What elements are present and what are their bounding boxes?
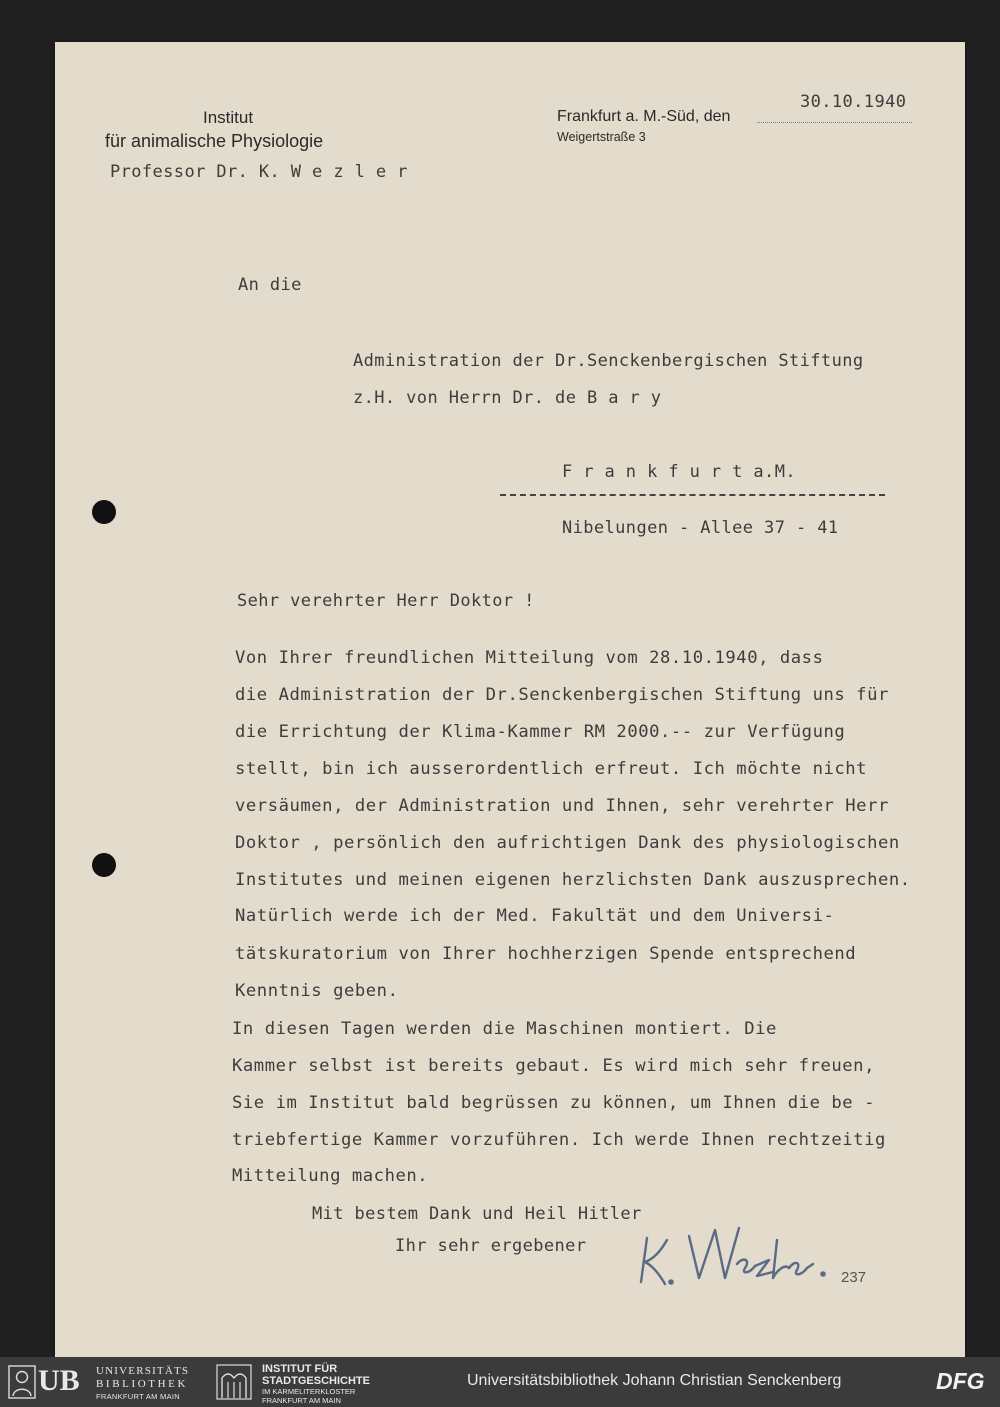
- city-underline: [500, 494, 885, 496]
- punch-hole-top: [92, 500, 116, 524]
- place-label: Frankfurt a. M.-Süd, den: [557, 108, 731, 125]
- ub-line2: BIBLIOTHEK: [96, 1378, 188, 1390]
- ub-logo: UB: [38, 1364, 80, 1397]
- isg-line3: IM KARMELITERKLOSTER: [262, 1387, 356, 1396]
- body-line: Natürlich werde ich der Med. Fakultät und dem Universi-: [235, 906, 835, 926]
- page-number: 237: [841, 1269, 867, 1286]
- institute-street: Weigertstraße 3: [557, 130, 646, 144]
- body-line: Sie im Institut bald begrüssen zu können, um Ihnen die be -: [232, 1093, 875, 1113]
- closing-greeting: Mit bestem Dank und Heil Hitler: [312, 1204, 642, 1224]
- letter-page: [55, 42, 965, 1357]
- isg-line2: STADTGESCHICHTE: [262, 1375, 370, 1387]
- institute-department: für animalische Physiologie: [105, 131, 324, 151]
- footer-bar: [0, 1357, 1000, 1407]
- body-line: Mitteilung machen.: [232, 1166, 429, 1186]
- body-line: die Errichtung der Klima-Kammer RM 2000.-- zur Verfügung: [235, 722, 846, 742]
- salutation: Sehr verehrter Herr Doktor !: [237, 591, 535, 611]
- isg-line4: FRANKFURT AM MAIN: [262, 1396, 341, 1405]
- body-line: Von Ihrer freundlichen Mitteilung vom 28.10.1940, dass: [235, 648, 824, 668]
- body-line: Doktor , persönlich den aufrichtigen Dank des physiologischen: [235, 833, 900, 853]
- address-line1: Administration der Dr.Senckenbergischen Stiftung: [353, 351, 864, 371]
- institute-name: Institut: [203, 108, 254, 127]
- dfg-logo: DFG: [936, 1368, 985, 1394]
- isg-line1: INSTITUT FÜR: [262, 1363, 338, 1375]
- address-to: An die: [238, 275, 302, 295]
- body-line: In diesen Tagen werden die Maschinen montiert. Die: [232, 1019, 777, 1039]
- body-line: versäumen, der Administration und Ihnen, sehr verehrter Herr: [235, 796, 889, 816]
- body-line: tätskuratorium von Ihrer hochherzigen Spende entsprechend: [235, 944, 857, 964]
- body-line: triebfertige Kammer vorzuführen. Ich werde Ihnen rechtzeitig: [232, 1130, 886, 1150]
- ub-line3: FRANKFURT AM MAIN: [96, 1392, 180, 1401]
- body-line: Kenntnis geben.: [235, 981, 399, 1001]
- address-line2: z.H. von Herrn Dr. de B a r y: [353, 388, 662, 408]
- body-line: Institutes und meinen eigenen herzlichsten Dank auszusprechen.: [235, 870, 911, 890]
- date-line: [757, 122, 912, 123]
- body-line: Kammer selbst ist bereits gebaut. Es wird mich sehr freuen,: [232, 1056, 875, 1076]
- address-city: F r a n k f u r t a.M.: [562, 462, 796, 482]
- body-line: stellt, bin ich ausserordentlich erfreut. Ich möchte nicht: [235, 759, 868, 779]
- closing-regards: Ihr sehr ergebener: [395, 1236, 587, 1256]
- letter-date: 30.10.1940: [800, 92, 907, 112]
- professor-name: Professor Dr. K. W e z l e r: [110, 162, 408, 182]
- body-line: die Administration der Dr.Senckenbergischen Stiftung uns für: [235, 685, 889, 705]
- footer-library-name: Universitätsbibliothek Johann Christian Senckenberg: [467, 1372, 842, 1389]
- ub-line1: UNIVERSITÄTS: [96, 1365, 190, 1377]
- handwritten-signature: [637, 1220, 837, 1300]
- address-street: Nibelungen - Allee 37 - 41: [562, 518, 839, 538]
- bust-logo-icon: [8, 1365, 36, 1399]
- isg-logo-icon: [216, 1364, 252, 1400]
- punch-hole-bottom: [92, 853, 116, 877]
